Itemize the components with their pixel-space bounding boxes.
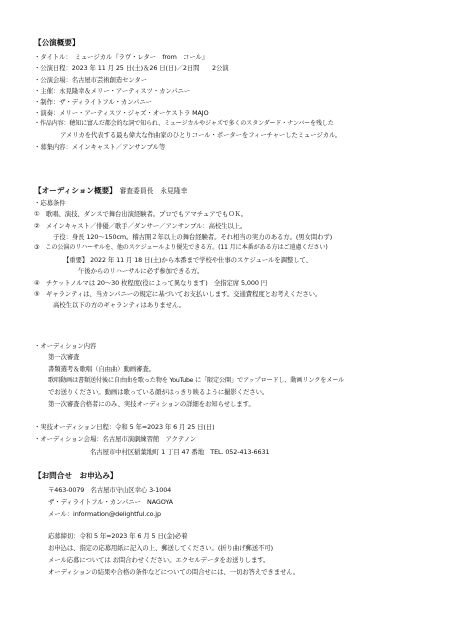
audition-heading: 【オーディション概要】 [34,186,117,195]
audition-requirement-1: ① 歌唱、演技、ダンスで舞台出演経験者。プロでもアマチュアでもＯＫ。 [34,210,248,218]
performance-music-line: ・演奏：メリー・アーティスツ・ジャズ・オーケストラ MAJO [34,109,209,117]
contact-email: メール：information@delightful.co.jp [48,510,161,518]
audition-requirement-3: ③ この公演のリハーサルを、他のスケジュールより優先できる方。(11 月に本番がある方はご遠慮ください) [34,244,328,251]
contact-postal-address: 〒463-0079 名古屋市守山区幸心 3-1004 [48,486,172,494]
contact-application-note: お申込は、指定の応募用紙に記入の上、郵送してください。(折り曲げ郵送不可) [48,544,273,552]
audition-heading-row [34,186,187,196]
selection-audition-venue: ・オーディション会場：名古屋市演劇練習館 アクテノン [34,435,197,443]
selection-video-instructions-2: でお送りください。動画は歌っている顔がはっきり映るように撮影ください。 [48,388,269,396]
audition-requirement-5: ⑤ ギャランティは、当カンパニーの規定に基づいてお支払いします。交通費程度とお考えください。 [34,290,322,298]
contact-email-application-note: メール応募については お問合わせください。エクセルデータをお送りします。 [48,556,270,564]
audition-important-note: 【重要】 2022 年 11 月 18 日(土)から本番まで学校や仕事のスケジュールを調整して、 [63,256,312,264]
selection-first-round: 第一次審査 [48,353,80,361]
selection-screening: 書類選考＆歌唱（自由曲）動画審査。 [48,365,155,373]
selection-video-instructions: 歌唱動画は書類送付後に自由曲を歌った物を YouTube に「限定公開」でアップロードし、動画リンクをメール [48,377,345,384]
performance-production-line: ・制作：ザ・ディライトフル・カンパニー [34,98,152,106]
audition-requirement-5-note: 高校生以下の方のギャランティはありません。 [53,301,185,309]
audition-important-note-2: 午後からのリハーサルに必ず参加できる方。 [78,267,204,275]
selection-venue-address: 名古屋市中村区稲葉地町 1 丁目 47 番地 TEL. 052-413-6631 [90,448,270,456]
performance-description-line-2: アメリカを代表する最も偉大な作曲家のひとりコール・ポーターをフィーチャーしたミュージカル。 [60,131,342,139]
contact-company: ザ・ディライトフル・カンパニー NAGOYA [48,498,173,506]
performance-organizer-line: ・主催：永見隆幸＆メリー・アーティスツ・カンパニー [34,87,191,95]
performance-venue-line: ・公演会場：名古屋市芸術創造センター [34,76,147,84]
selection-audition-date: ・実技オーディション日程：令和 5 年=2023 年 6 月 25 日(日) [34,423,215,431]
performance-heading: 【公演概要】 [34,38,80,47]
audition-requirement-2-child: 子役：身長 120～150cm。稽古開２年以上の舞台経験者。それ相当の実力のある方。(男女問わず) [53,233,333,241]
selection-content-label: ・オーディション内容 [34,342,97,350]
audition-judge: 審査委員長 永見隆幸 [119,187,188,195]
contact-results-note: オーディションの結果や合格の条件などについての問合せには、一切お答えできません。 [48,568,300,576]
performance-recruit-line: ・募集内容：メインキャスト／アンサンブル等 [34,143,166,151]
contact-heading: 【お問合せ お申込み】 [34,471,118,480]
audition-requirement-4: ④ チケットノルマは 20～30 枚程度(役によって異なります) 全指定席 5,000 円 [34,279,268,287]
performance-description-line: ・作品内容：穂知に富んだ都会的な詞で知られ、ミュージカルやジャズで多くのスタンダード・ナンバーを残した [34,120,334,127]
audition-requirements-label: ・応募条件 [34,199,66,207]
selection-pass-notice: 第一次審査合格者にのみ、実技オーディションの詳細をお知らせします。 [48,400,255,408]
performance-title-line: ・タイトル： ミュージカル『ラヴ・レター from コール』 [34,53,209,61]
audition-requirement-2: ② メインキャスト／俳優／歌手／ダンサー／アンサンブル：高校生以上。 [34,222,247,230]
performance-schedule-line: ・公演日程：2023 年 11 月 25 日(土)＆26 日(日)／2日間 2公演 [34,64,229,72]
contact-deadline: 応募締切：令和 5 年=2023 年 6 月 5 日(金)必着 [48,532,188,540]
